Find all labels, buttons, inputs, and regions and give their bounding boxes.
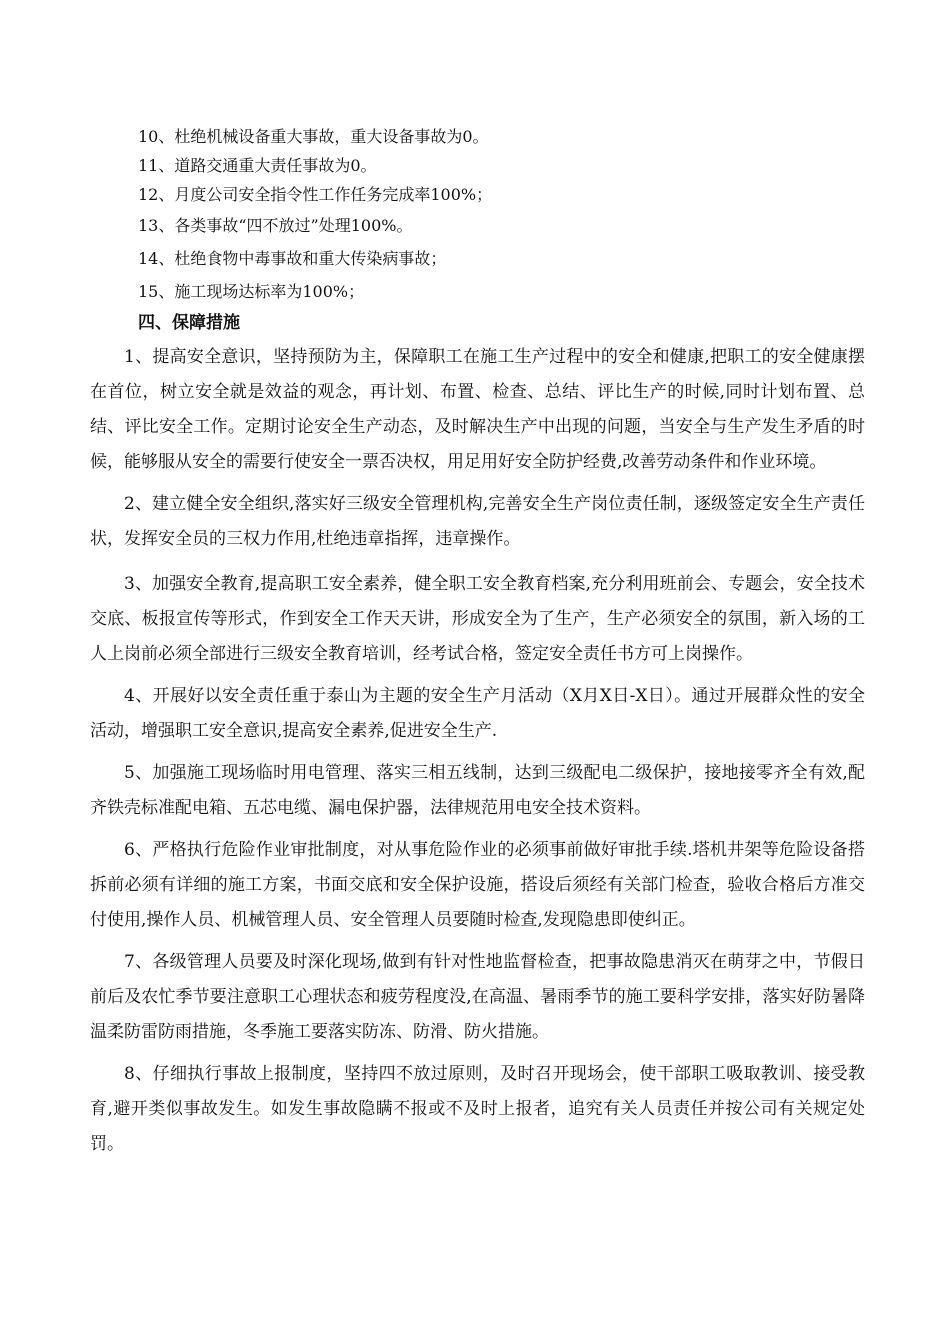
target-item-11: 11、道路交通重大责任事故为0。 [138,156,377,175]
measure-paragraph-1: 1、提高安全意识，坚持预防为主，保障职工在施工生产过程中的安全和健康,把职工的安全健康摆在首位，树立安全就是效益的观念，再计划、布置、检查、总结、评比生产的时候,同时计划布置、总结、评比安全工作。定期讨论安全生产动态，及时解决生产中出现的问题，当安全与生产发生矛盾的时候，能够服从安全的需要行使安全一票否决权，用足用好安全防护经费,改善劳动条件和作业环境。 [90,347,865,472]
section-heading: 四、保障措施 [138,313,240,333]
measure-paragraph-5: 5、加强施工现场临时用电管理、落实三相五线制，达到三级配电二级保护，接地接零齐全有效,配齐铁壳标准配电箱、五芯电缆、漏电保护器，法律规范用电安全技术资料。 [90,763,865,818]
target-item-10: 10、杜绝机械设备重大事故，重大设备事故为0。 [138,127,489,146]
measure-paragraph-6: 6、严格执行危险作业审批制度，对从事危险作业的必须事前做好审批手续.塔机井架等危险设备搭拆前必须有详细的施工方案，书面交底和安全保护设施，搭设后须经有关部门检查，验收合格后方准交付使用,操作人员、机械管理人员、安全管理人员要随时检查,发现隐患即使纠正。 [90,840,865,930]
target-item-12: 12、月度公司安全指令性工作任务完成率100%； [138,185,493,204]
measure-paragraph-7: 7、各级管理人员要及时深化现场,做到有针对性地监督检查，把事故隐患消灭在萌芽之中，节假日前后及农忙季节要注意职工心理状态和疲劳程度没,在高温、暑雨季节的施工要科学安排，落实好防暑降温柔防雷防雨措施，冬季施工要落实防冻、防滑、防火措施。 [90,952,865,1042]
measure-paragraph-8: 8、仔细执行事故上报制度，坚持四不放过原则，及时召开现场会，使干部职工吸取教训、接受教育,避开类似事故发生。如发生事故隐瞒不报或不及时上报者，追究有关人员责任并按公司有关规定处罚。 [90,1064,865,1154]
target-list [138,122,878,308]
target-item-13: 13、各类事故“四不放过”处理100%。 [138,216,413,235]
measures-body [90,340,865,1169]
target-item-15: 15、施工现场达标率为100%； [138,282,365,301]
measure-paragraph-3: 3、加强安全教育,提高职工安全素养，健全职工安全教育档案,充分利用班前会、专题会，安全技术交底、板报宣传等形式，作到安全工作天天讲，形成安全为了生产，生产必须安全的氛围，新入场的工人上岗前必须全部进行三级安全教育培训，经考试合格，签定安全责任书方可上岗操作。 [90,574,865,664]
measure-paragraph-4: 4、开展好以安全责任重于泰山为主题的安全生产月活动（X月X日-X日）。通过开展群众性的安全活动，增强职工安全意识,提高安全素养,促进安全生产. [90,686,865,741]
measure-paragraph-2: 2、建立健全安全组织,落实好三级安全管理机构,完善安全生产岗位责任制，逐级签定安全生产责任状，发挥安全员的三权力作用,杜绝违章指挥，违章操作。 [90,494,865,549]
target-item-14: 14、杜绝食物中毒事故和重大传染病事故； [138,249,447,268]
